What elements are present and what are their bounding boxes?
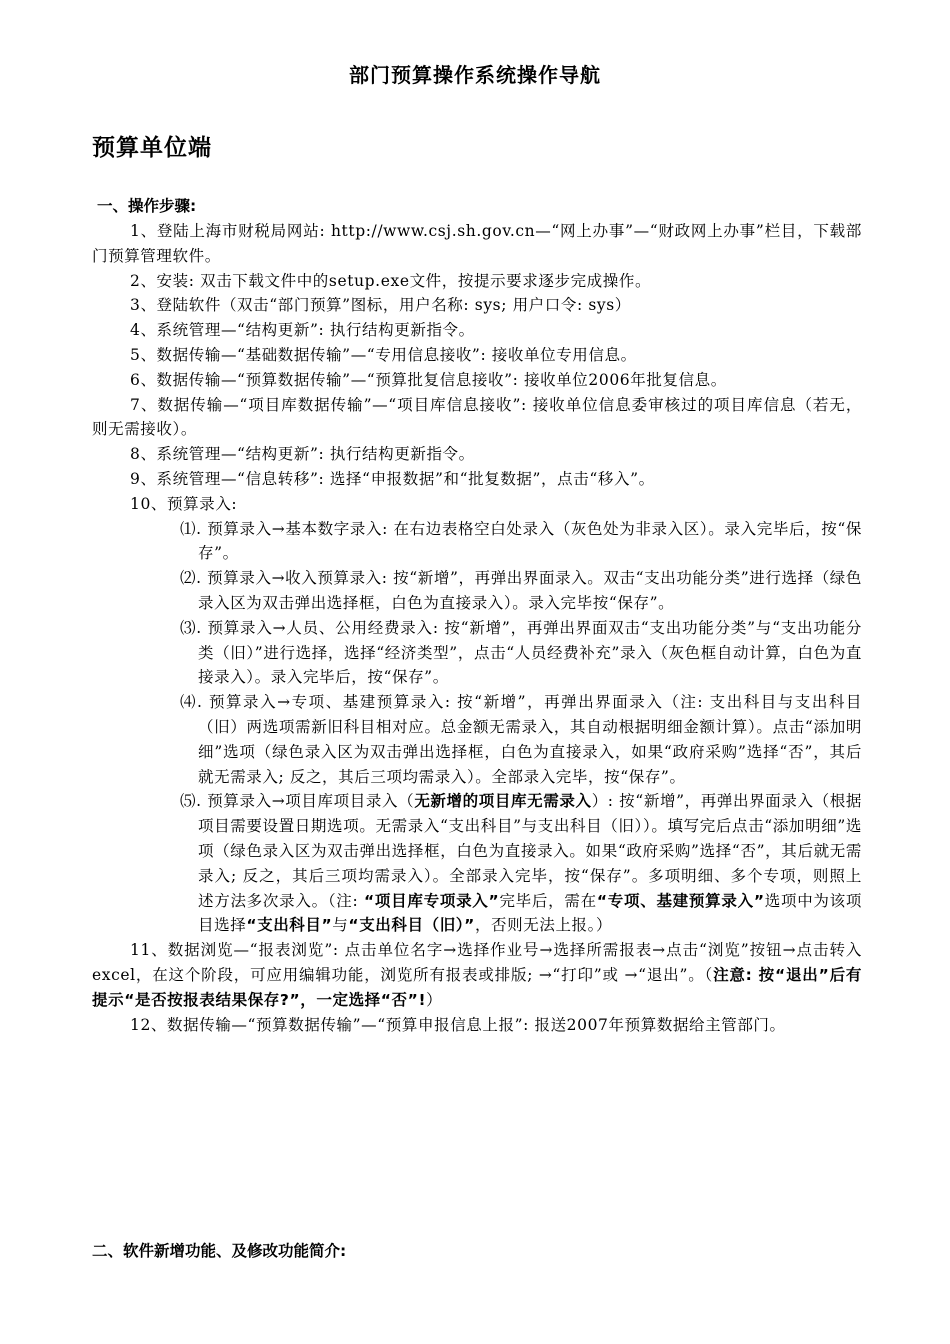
step-10-item-2: ⑵. 预算录入→收入预算录入: 按“新增”，再弹出界面录入。双击“支出功能分类”进行选择（绿色录入区为双击弹出选择框，白色为直接录入）。录入完毕按“保存”。 (180, 569, 862, 612)
step-1: 1、登陆上海市财税局网站: http://www.csj.sh.gov.cn—“网上办事”—“财政网上办事”栏目，下载部门预算管理软件。 (92, 222, 862, 265)
step-10-5-text-c: ）: 按“新增”，再弹出界面录入（根据项目需要设置日期选项。无需录入“支出科目”与支出科目（旧））。填写完后点击“添加明细”选项（绿色录入区为双击弹出选择框，白色为直接录入。如果“政府采购”选择“否”，其后就无需录入; 反之，其后三项均需录入）。全部录入完毕，按“保存”。多项明细、多个专项，则照上述方法多次录入。（注: (198, 792, 862, 910)
step-4: 4、系统管理—“结构更新”: 执行结构更新指令。 (130, 321, 475, 340)
step-7: 7、数据传输—“项目库数据传输”—“项目库信息接收”: 接收单位信息委审核过的项目库信息（若无，则无需接收）。 (92, 395, 862, 439)
step-6: 6、数据传输—“预算数据传输”—“预算批复信息接收”: 接收单位2006年批复信息。 (130, 370, 727, 389)
step-10-5-bold-note: 无新增的项目库无需录入 (414, 792, 592, 811)
step-8: 8、系统管理—“结构更新”: 执行结构更新指令。 (130, 445, 475, 464)
step-10-5-text-g: 选项中为该项目选择 (198, 891, 862, 935)
part1-heading: 一、操作步骤: (97, 197, 197, 215)
step-5: 5、数据传输—“基础数据传输”—“专用信息接收”: 接收单位专用信息。 (130, 345, 637, 364)
steps-body (92, 219, 862, 1037)
section-heading: 预算单位端 (92, 135, 212, 161)
step-10-5-text-e: 完毕后，需在 (499, 891, 597, 910)
step-12: 12、数据传输—“预算数据传输”—“预算申报信息上报”: 报送2007年预算数据给主管部门。 (130, 1015, 786, 1034)
step-10-5-bold-f: “专项、基建预算录入” (596, 891, 765, 910)
step-10-item-3: ⑶. 预算录入→人员、公用经费录入: 按“新增”，再弹出界面双击“支出功能分类”与“支出功能分类（旧）”进行选择，选择“经济类型”，点击“人员经费补充”录入（灰色框自动计算，白色为直接录入）。录入完毕后，按“保存”。 (180, 618, 862, 687)
step-10-item-1: ⑴. 预算录入→基本数字录入: 在右边表格空白处录入（灰色处为非录入区）。录入完毕后，按“保存”。 (180, 519, 862, 563)
step-10-5-text-a: ⑸. 预算录入→项目库项目录入（ (180, 792, 415, 811)
step-10: 10、预算录入: (130, 494, 238, 513)
step-9: 9、系统管理—“信息转移”: 选择“申报数据”和“批复数据”，点击“移入”。 (130, 469, 655, 488)
step-10-5-bold-d: “项目库专项录入” (364, 891, 500, 910)
document-title: 部门预算操作系统操作导航 (349, 63, 601, 87)
step-10-5-bold-h: “支出科目” (246, 916, 333, 935)
step-10-5-text-k: ，否则无法上报。） (474, 916, 613, 935)
step-11-text-c: ） (426, 990, 443, 1009)
step-11-text-a: 11、数据浏览—“报表浏览”: 点击单位名字→选择作业号→选择所需报表→点击“浏览”按钮→点击转入excel，在这个阶段，可应用编辑功能，浏览所有报表或排版; →“打印”或 →“退出”。（ (92, 941, 862, 984)
step-10-item-5 (180, 789, 862, 938)
step-10-5-text-i: 与 (332, 916, 349, 935)
step-2: 2、安装: 双击下载文件中的setup.exe文件，按提示要求逐步完成操作。 (130, 271, 652, 290)
step-10-5-bold-j: “支出科目（旧）” (348, 916, 475, 935)
step-3: 3、登陆软件（双击“部门预算”图标，用户名称: sys; 用户口令: sys） (130, 296, 631, 315)
step-11 (92, 938, 862, 1012)
step-10-item-4: ⑷. 预算录入→专项、基建预算录入: 按“新增”，再弹出界面录入（注: 支出科目与支出科目（旧）两选项需新旧科目相对应。总金额无需录入，其自动根据明细金额计算）。点击“添加明细”选项（绿色录入区为双击弹出选择框，白色为直接录入，如果“政府采购”选择“否”，其后就无需录入; 反之，其后三项均需录入）。全部录入完毕，按“保存”。 (180, 693, 862, 786)
step-10-sublist (92, 517, 862, 939)
part2-heading: 二、软件新增功能、及修改功能简介: (92, 1242, 347, 1260)
step-11-bold-warning: 注意: 按“退出”后有提示“是否按报表结果保存?”，一定选择“否”! (92, 965, 862, 1009)
